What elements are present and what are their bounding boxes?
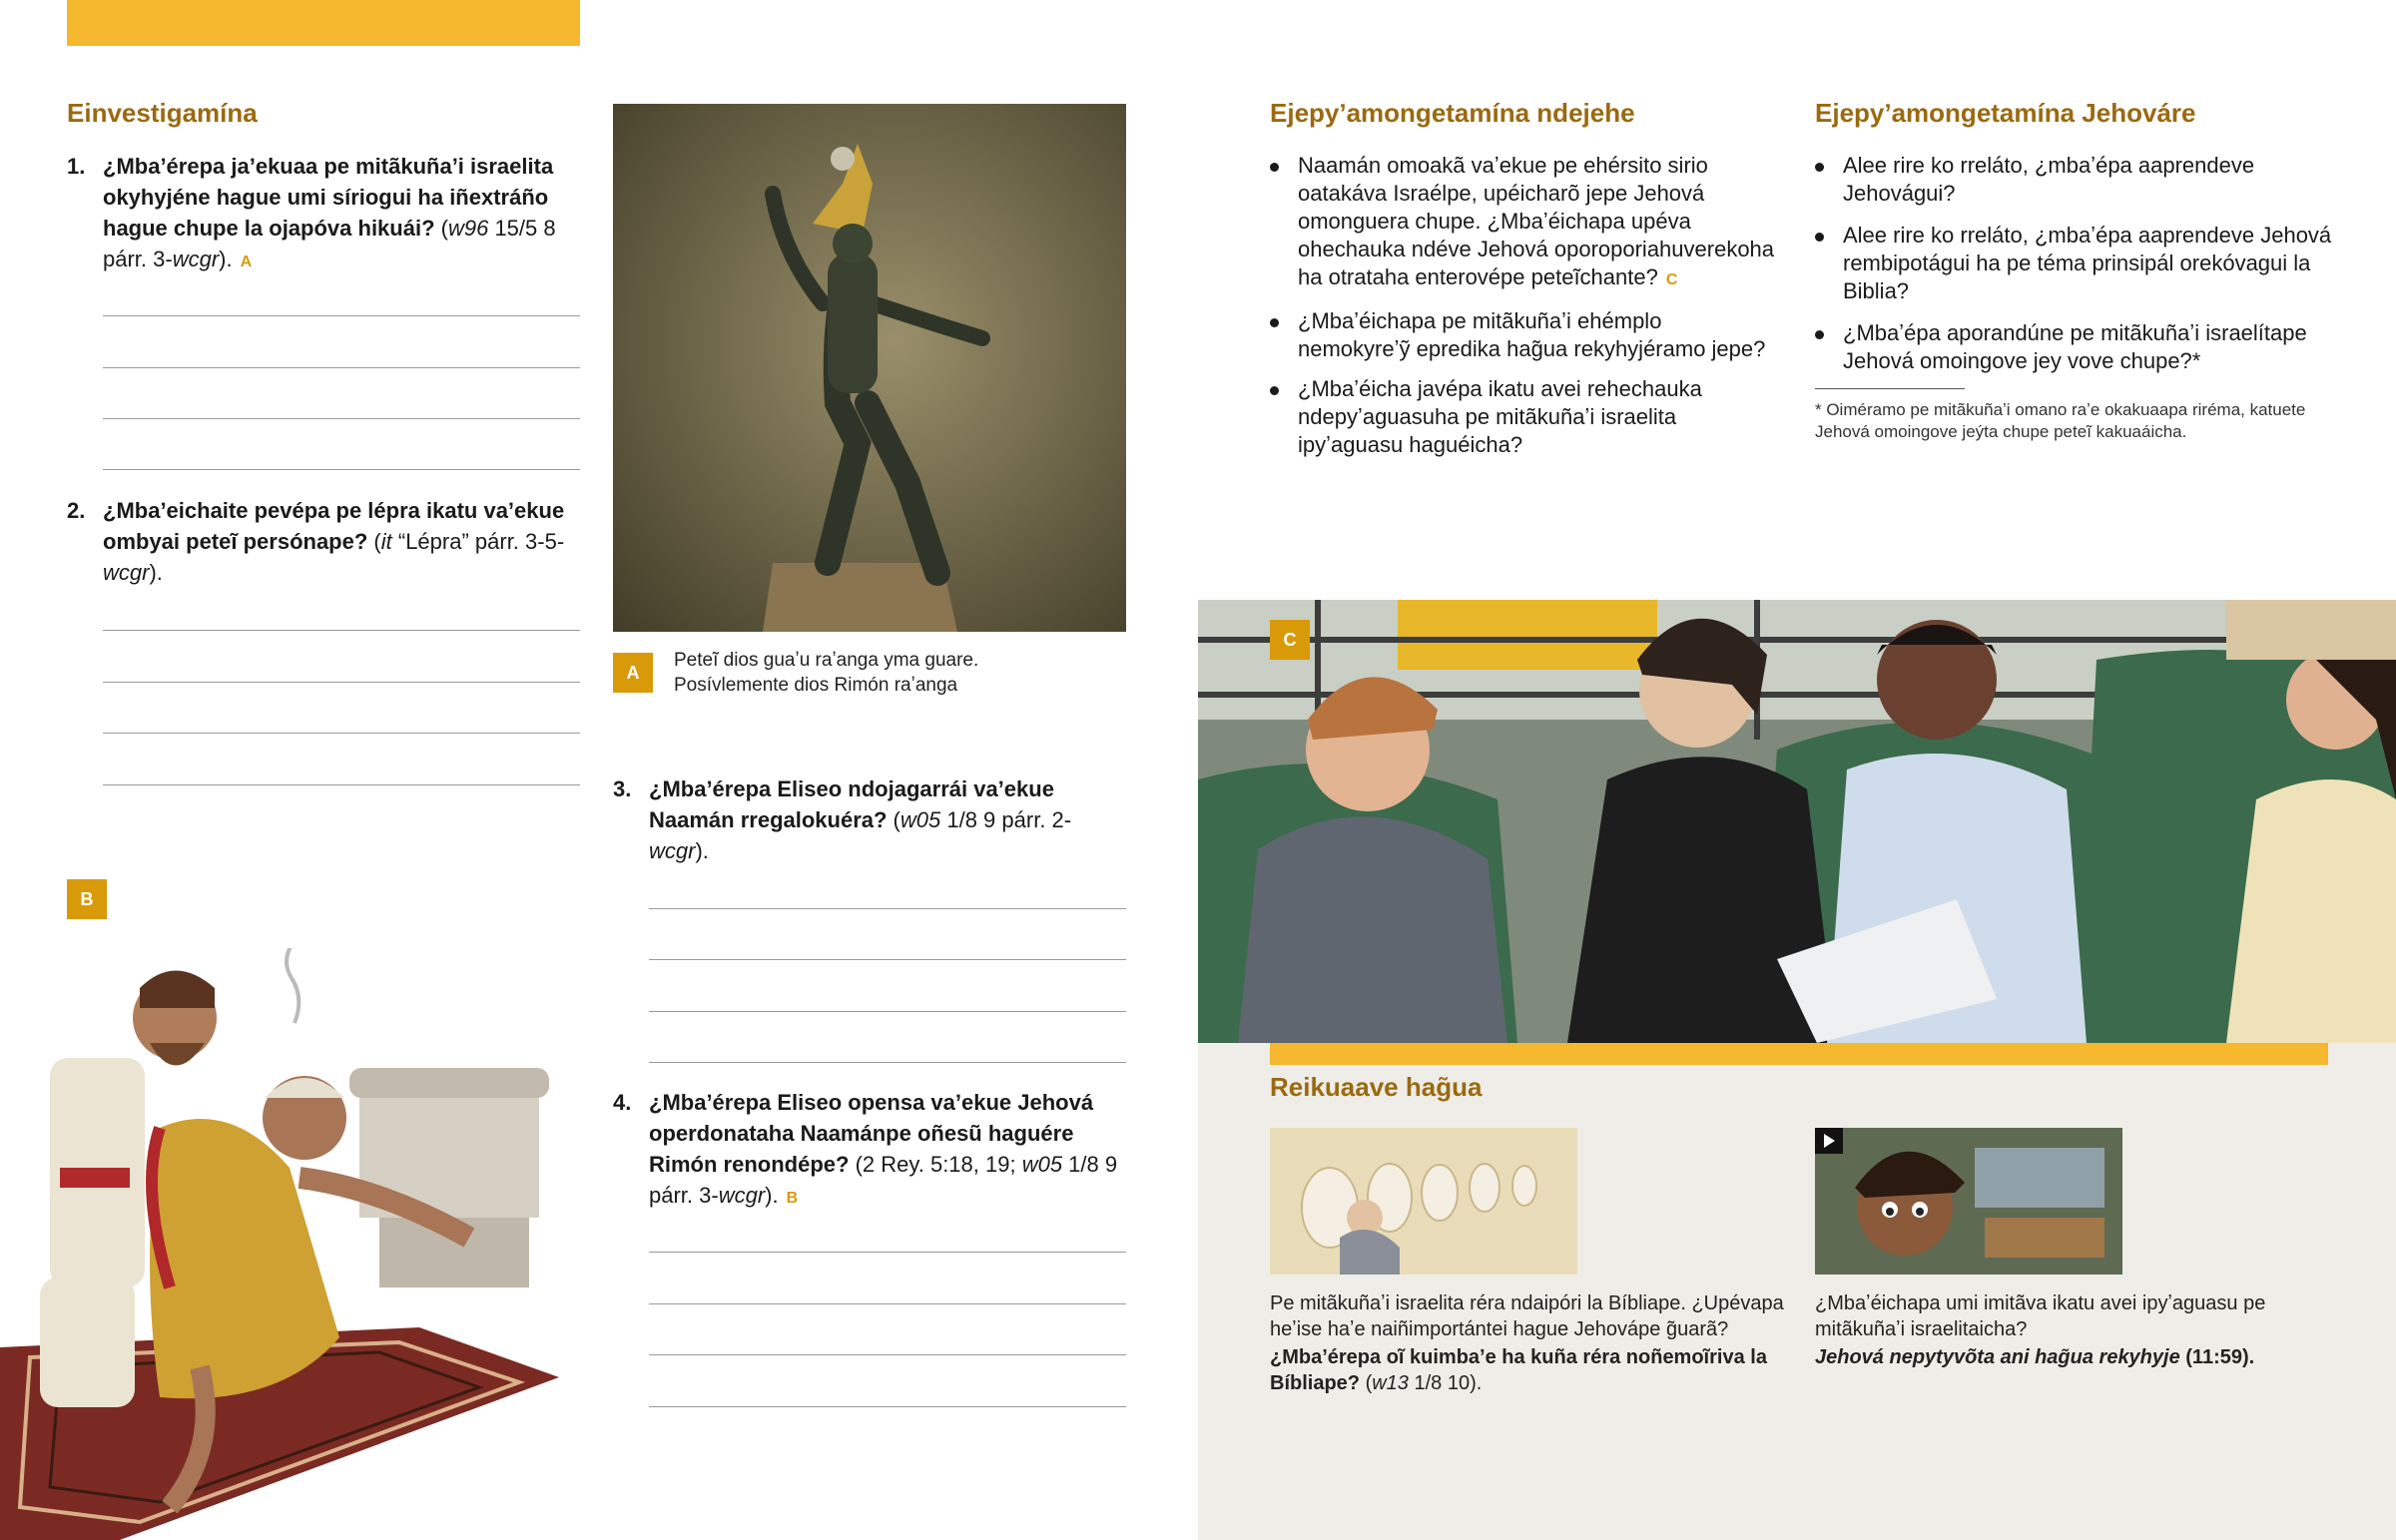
bullet-dot (1815, 163, 1824, 172)
answer-line[interactable] (649, 1406, 1126, 1407)
bullet-dot (1270, 386, 1279, 395)
question-number: 2. (67, 498, 86, 523)
answer-line[interactable] (649, 1303, 1126, 1304)
reflection-bullet (1270, 375, 1779, 459)
question-number: 3. (613, 776, 632, 801)
naaman-bowing-illustration (0, 948, 589, 1540)
caption-line: Posívlemente dios Rimón raʼanga (674, 675, 958, 696)
footnote: * Oiméramo pe mitãkuñaʼi omano raʼe okakuaapa riréma, katuete Jehová omoingove jeýta chupe peteĩ kakuaáicha. (1815, 400, 2306, 441)
bullet-dot (1270, 163, 1279, 172)
badge-c: C (1270, 620, 1310, 660)
badge-b: B (67, 879, 107, 919)
reflection-bullet (1815, 152, 2334, 208)
video-thumbnail[interactable] (1815, 1128, 2122, 1275)
answer-line[interactable] (103, 315, 580, 316)
answer-line[interactable] (103, 469, 580, 470)
question-number: 1. (67, 154, 86, 179)
question-number: 4. (613, 1090, 632, 1115)
top-accent-bar (67, 0, 580, 46)
section-title-ejepyamongetamina-ndejehe: Ejepyʼamongetamína ndejehe (1270, 98, 1635, 128)
answer-line[interactable] (103, 733, 580, 734)
question-reference: (w05 1/8 9 párr. 2-wcgr). (649, 807, 1072, 863)
angels-illustration-thumbnail[interactable] (1270, 1128, 1577, 1275)
answer-line[interactable] (103, 682, 580, 683)
reflection-bullet (1815, 222, 2334, 305)
item-text: ¿Mbaʼéichapa umi imitãva ikatu avei ipyʼaguasu pe mitãkuñaʼi israelitaicha? (1815, 1292, 2266, 1340)
question-text: ¿Mbaʼérepa jaʼekuaa pe mitãkuñaʼi israelita okyhyjéne hague umi síriogui ha iñextráño hague chupe la ojapóva hikuái? (103, 154, 554, 241)
answer-line[interactable] (649, 1062, 1126, 1063)
image-marker-b: B (786, 1190, 799, 1207)
reflection-bullet (1270, 307, 1779, 363)
answer-line[interactable] (103, 418, 580, 419)
item-text: Pe mitãkuñaʼi israelita réra ndaipóri la Bíbliape. ¿Upévapa heʼise haʼe naiñimportántei hague Jehovápe g̃uarã? (1270, 1292, 1784, 1340)
section-title-einvestigamina: Einvestigamína (67, 98, 258, 128)
video-link[interactable]: Jehová nepytyvõta ani hag̃ua rekyhyje (11:59). (1815, 1346, 2255, 1368)
question-1 (67, 151, 586, 277)
question-reference: (w96 15/5 8 párr. 3-wcgr). (103, 216, 556, 271)
bullet-text: Alee rire ko rreláto, ¿mbaʼépa aaprendeve Jehovágui? (1843, 153, 2255, 206)
question-4 (613, 1087, 1126, 1214)
answer-line[interactable] (649, 908, 1126, 909)
section-title-ejepyamongetamina-jehovare: Ejepyʼamongetamína Jehováre (1815, 98, 2196, 128)
caption-a (674, 648, 1113, 698)
teens-on-bus-photo (1198, 600, 2396, 1043)
answer-line[interactable] (103, 630, 580, 631)
answer-line[interactable] (649, 959, 1126, 960)
bullet-dot (1815, 330, 1824, 339)
bullet-dot (1270, 318, 1279, 327)
learn-more-item-2 (1815, 1290, 2314, 1370)
question-text: ¿Mbaʼeichaite pevépa pe lépra ikatu vaʼekue ombyai peteĩ persónape? (103, 498, 565, 554)
learn-more-bar (1270, 1043, 2328, 1065)
bullet-text: ¿Mbaʼéicha javépa ikatu avei rehechauka ndepyʼaguasuha pe mitãkuñaʼi israelita ipyʼaguasu haguéicha? (1298, 376, 1702, 457)
image-marker-a: A (240, 254, 253, 270)
question-reference: (it “Lépra” párr. 3-5-wcgr). (103, 529, 565, 585)
item-question: ¿Mbaʼérepa oĩ kuimbaʼe ha kuña réra noñemoĩriva la Bíbliape? (w13 1/8 10). (1270, 1346, 1767, 1394)
bullet-text: Alee rire ko rreláto, ¿mbaʼépa aaprendeve Jehová rembipotágui ha pe téma prinsipál orekóvagui la Biblia? (1843, 223, 2332, 303)
answer-line[interactable] (103, 367, 580, 368)
question-2 (67, 495, 586, 588)
answer-line[interactable] (649, 1011, 1126, 1012)
answer-line[interactable] (103, 784, 580, 785)
caption-line: Peteĩ dios guaʼu raʼanga yma guare. (674, 650, 979, 671)
section-title-reikuaave: Reikuaave hag̃ua (1270, 1072, 1483, 1102)
footnote-divider (1815, 388, 1965, 389)
bronze-statue-photo (613, 104, 1126, 632)
question-reference: (2 Rey. 5:18, 19; w05 1/8 9 párr. 3-wcgr). (649, 1152, 1118, 1208)
reflection-bullet (1815, 319, 2334, 375)
question-text: ¿Mbaʼérepa Eliseo ndojagarrái vaʼekue Naamán rregalokuéra? (649, 776, 1054, 832)
reflection-bullet (1270, 152, 1779, 294)
question-text: ¿Mbaʼérepa Eliseo opensa vaʼekue Jehová operdonataha Naamánpe oñesũ haguére Rimón renondépe? (649, 1090, 1094, 1177)
bullet-dot (1815, 233, 1824, 242)
image-marker-c: C (1665, 271, 1678, 288)
bullet-text: ¿Mbaʼépa aporandúne pe mitãkuñaʼi israelítape Jehová omoingove jey vove chupe?* (1843, 320, 2307, 373)
badge-a: A (613, 653, 653, 693)
answer-line[interactable] (649, 1354, 1126, 1355)
answer-line[interactable] (649, 1252, 1126, 1253)
bullet-text: ¿Mbaʼéichapa pe mitãkuñaʼi ehémplo nemokyreʼỹ epredika hag̃ua rekyhyjéramo jepe? (1298, 308, 1766, 361)
question-3 (613, 773, 1126, 866)
bullet-text: Naamán omoakã vaʼekue pe ehérsito sirio oatakáva Israélpe, upéicharõ jepe Jehová omonguera chupe. ¿Mbaʼéichapa upéva ohechauka ndéve Jehová oporoporiahuverekoha ha otrataha enterovépe peteĩchante? (1298, 153, 1775, 289)
learn-more-item-1 (1270, 1290, 1789, 1396)
